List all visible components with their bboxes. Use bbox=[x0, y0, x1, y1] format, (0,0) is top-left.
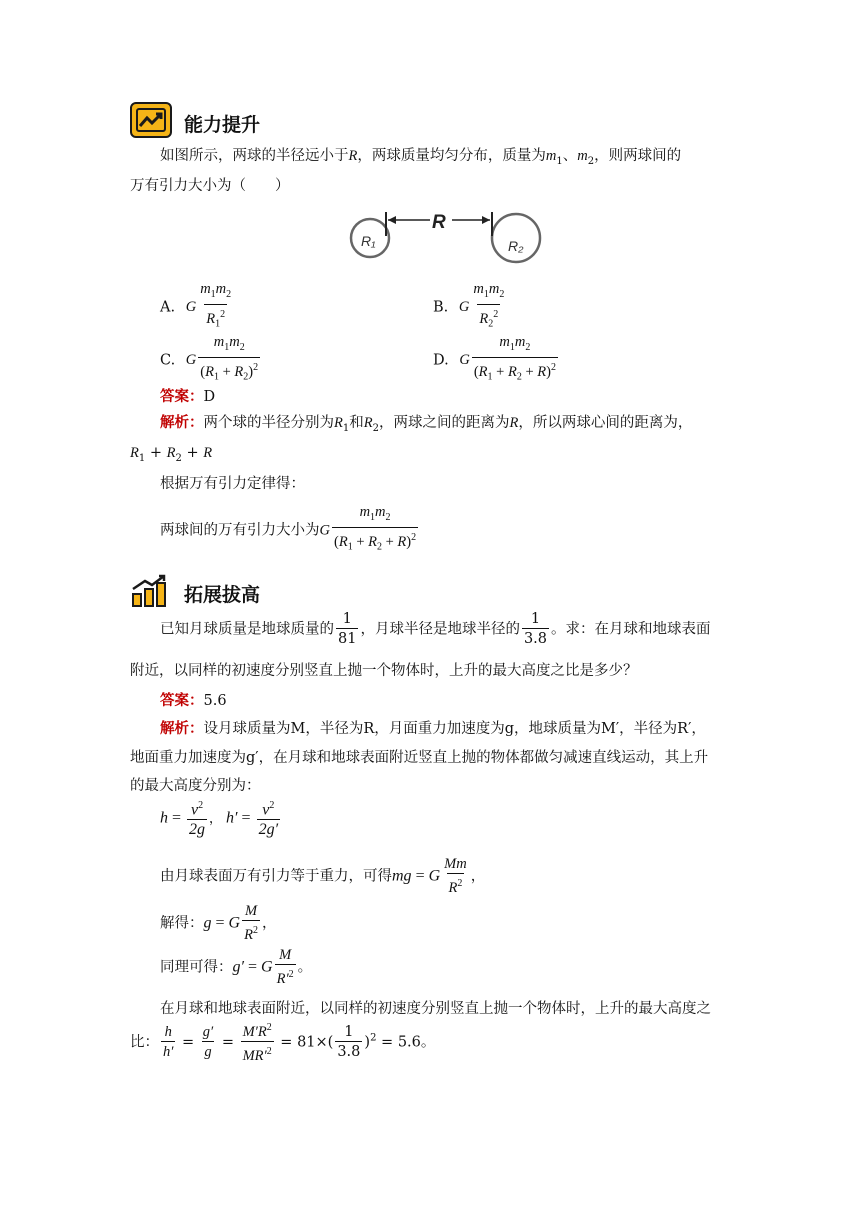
question-text: 。求：在月球和地球表面 bbox=[551, 621, 711, 638]
fraction-denominator: 81 bbox=[336, 628, 358, 649]
height-formulas: h = $\frac{v^2}{2g}$ ， h′ = $\frac{v^2}{2g'}$ bbox=[160, 800, 279, 839]
question-text: ，则两球间的 bbox=[594, 148, 682, 164]
analysis-text: 两球间的万有引力大小为 bbox=[160, 522, 320, 539]
section-title: 能力提升 bbox=[184, 114, 261, 136]
analysis-text: 由月球表面万有引力等于重力，可得 bbox=[160, 868, 392, 885]
fraction-numerator: 1 bbox=[342, 611, 352, 627]
question-text: ，两球质量均匀分布，质量为 bbox=[357, 148, 546, 164]
option-b[interactable]: B. G $\frac{m_1m_2}{R_2^2}$ bbox=[433, 280, 508, 335]
analysis-text: ，两球之间的距离为 bbox=[378, 415, 510, 431]
analysis-line-1: 解析：两个球的半径分别为$R_1$和$R_2$，两球之间的距离为R，所以两球心间的距离为， bbox=[160, 414, 693, 434]
question2-line-1 bbox=[160, 610, 711, 649]
answer2-line bbox=[160, 688, 742, 714]
question-line-2: 万有引力大小为（ ） bbox=[130, 178, 290, 194]
analysis2-line-1 bbox=[160, 716, 742, 742]
analysis-text: ，所以两球心间的距离为， bbox=[518, 415, 693, 431]
section-header-ability bbox=[130, 102, 261, 142]
final-line-1: 在月球和地球表面附近，以同样的初速度分别竖直上抛一个物体时，上升的最大高度之 bbox=[160, 1001, 711, 1017]
analysis-text: 同理可得： bbox=[160, 959, 233, 976]
fraction-numerator: 1 bbox=[530, 611, 541, 627]
analysis2-line-3: 的最大高度分别为： bbox=[130, 778, 261, 794]
question-line-1: 如图所示，两球的半径远小于R，两球质量均匀分布，质量为$m_1$、$m_2$，则两球间的 bbox=[160, 148, 682, 167]
analysis-label: 解析： bbox=[160, 720, 204, 737]
analysis-text: 和 bbox=[349, 415, 364, 431]
solve-line: 解得：g = G $\frac{M}{R^2}$ ， bbox=[160, 903, 277, 943]
option-a[interactable]: A. G $\frac{m_1m_2}{R_1^2}$ bbox=[160, 280, 235, 335]
fraction-denominator: 3.8 bbox=[522, 628, 549, 649]
analysis-line-4: 两球间的万有引力大小为G $\frac{m_1m_2}{(R_1 + R_2 + R)^2}$ bbox=[160, 503, 420, 558]
option-c[interactable]: C. G $\frac{m_1m_2}{(R_1 + R_2)^2}$ bbox=[160, 333, 262, 388]
answer-label: 答案： bbox=[160, 388, 204, 405]
option-label: B. bbox=[433, 299, 449, 316]
analysis-text: 解得： bbox=[160, 915, 204, 932]
same-line: 同理可得：g′ = G $\frac{M}{R'^2}$ 。 bbox=[160, 947, 313, 987]
analysis-label: 解析： bbox=[160, 414, 204, 431]
analysis2-line-2: 地面重力加速度为g′，在月球和地球表面附近竖直上抛的物体都做匀减速直线运动，其上升 bbox=[130, 750, 709, 766]
option-label: C. bbox=[160, 352, 176, 369]
question2-line-2: 附近，以同样的初速度分别竖直上抛一个物体时，上升的最大高度之比是多少？ bbox=[130, 663, 638, 679]
figure-label-r1: R₁ bbox=[361, 233, 376, 249]
analysis-text: 两个球的半径分别为 bbox=[203, 415, 334, 431]
question-text: 已知月球质量是地球质量的 bbox=[160, 621, 334, 638]
section-title: 拓展拔高 bbox=[184, 584, 261, 606]
answer-line bbox=[160, 384, 742, 410]
question-text: 、 bbox=[562, 148, 578, 164]
final-line-2: 比： $\frac{h}{h'}$ = $\frac{g'}{g}$ = $\frac{M'R^2}{MR'^2}$ = 81×( $\frac{1}{3.8}$ )$^2$ = 5.6。 bbox=[130, 1022, 436, 1064]
analysis-line-2: $R_1 + R_2 + R$ bbox=[130, 445, 213, 464]
analysis-text: 比： bbox=[130, 1034, 159, 1051]
answer-value: 5.6 bbox=[203, 693, 227, 709]
option-d[interactable]: D. G $\frac{m_1m_2}{(R_1 + R_2 + R)^2}$ bbox=[433, 333, 560, 388]
question-text: 如图所示，两球的半径远小于 bbox=[160, 148, 349, 164]
question-text: ，月球半径是地球半径的 bbox=[360, 621, 520, 638]
final-result: 5.6 bbox=[397, 1034, 421, 1051]
answer-value: D bbox=[203, 389, 216, 405]
option-label: D. bbox=[433, 352, 449, 369]
option-label: A. bbox=[160, 299, 176, 316]
section-header-extension bbox=[130, 572, 261, 612]
bar-chart-growth-icon bbox=[130, 572, 172, 608]
trend-up-icon bbox=[130, 102, 172, 138]
analysis-line-3: 根据万有引力定律得： bbox=[160, 476, 305, 492]
analysis-text: 设月球质量为M，半径为R，月面重力加速度为g，地球质量为M′，半径为R′， bbox=[203, 721, 706, 737]
figure-label-r2: R₂ bbox=[508, 238, 524, 254]
figure-label-r: R bbox=[432, 212, 446, 233]
gravity-equation-line: 由月球表面万有引力等于重力，可得mg = G $\frac{Mm}{R^2}$ ， bbox=[160, 856, 486, 896]
answer-label: 答案： bbox=[160, 692, 204, 709]
two-spheres-figure bbox=[348, 206, 544, 268]
